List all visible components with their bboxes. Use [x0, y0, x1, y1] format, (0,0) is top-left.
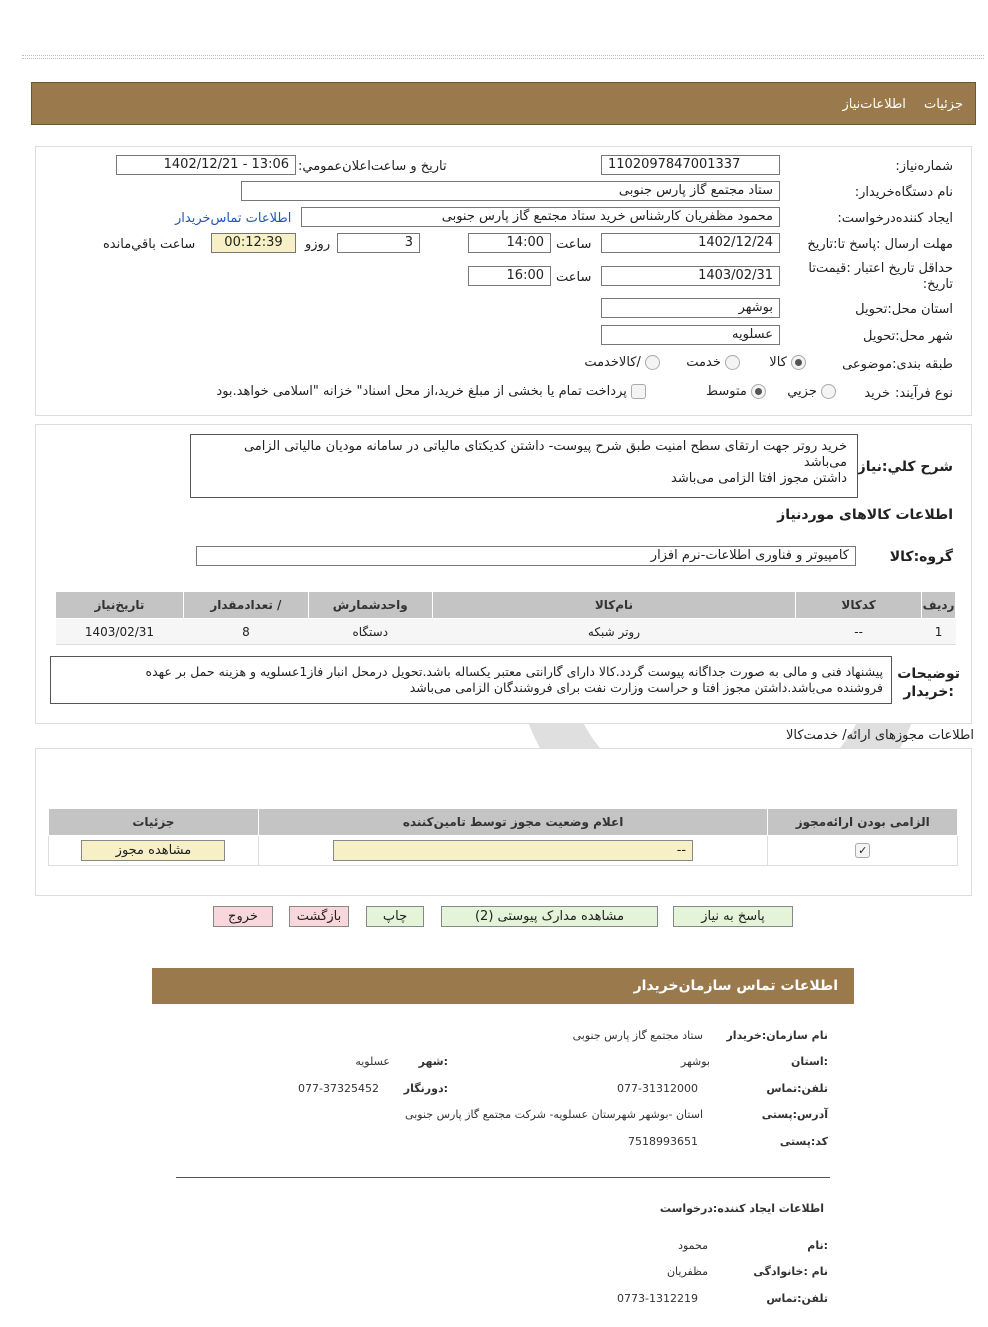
- permit-required-checkbox[interactable]: ✓: [855, 843, 870, 858]
- buyer-notes-label-1: توضيحات: [897, 666, 960, 682]
- category-service-option[interactable]: [686, 355, 740, 370]
- contact-address: استان -بوشهر شهرستان عسلویه- شرکت مجتمع گاز پارس جنوبی: [405, 1108, 703, 1121]
- contact-fax: 077-37325452: [298, 1082, 379, 1095]
- radio-partial-label: جزيي: [787, 384, 817, 399]
- contact-address-label: آدرس:پستی: [761, 1108, 828, 1121]
- permits-table: [48, 808, 958, 866]
- table-row: [56, 619, 956, 645]
- buyer-notes-box: [50, 656, 892, 704]
- contact-province-label: :استان: [791, 1055, 828, 1068]
- contact-city: عسلويه: [355, 1055, 390, 1068]
- process-buy: خريد: [864, 386, 890, 401]
- radio-partial[interactable]: [821, 384, 836, 399]
- buyer-org-field: ستاد مجتمع گاز پارس جنوبی: [241, 181, 780, 201]
- contact-fax-label: :دورنگار: [403, 1082, 448, 1095]
- table-row: [49, 836, 958, 866]
- top-divider: [22, 55, 984, 59]
- contact-header: اطلاعات تماس سازمان‌خريدار: [152, 968, 854, 1004]
- print-button[interactable]: چاپ: [366, 906, 424, 927]
- col-date: تاريخ‌نياز: [56, 592, 184, 619]
- contact-org-label: نام سازمان:خريدار: [726, 1029, 828, 1042]
- contact-phone: 077-31312000: [617, 1082, 698, 1095]
- deadline-label: مهلت ارسال :پاسخ تا:تاريخ: [807, 237, 953, 252]
- radio-goods-label: کالا: [769, 355, 787, 370]
- goods-group-field: کامپیوتر و فناوری اطلاعات-نرم افزار: [196, 546, 856, 566]
- validity-time-label: ساعت: [556, 270, 592, 285]
- permit-required-cell: [768, 836, 958, 866]
- buyer-notes-text-2: فروشنده می‌باشد.داشتن مجوز افتا و حراست وزارت نفت برای فروشندگان الزامی می‌باشد: [409, 680, 883, 695]
- col-qty: / تعدادمقدار: [183, 592, 308, 619]
- city-label: شهر محل:تحويل: [863, 329, 953, 344]
- description-box: [190, 434, 858, 498]
- buyer-notes-text-1: پیشنهاد فنی و مالی به صورت جداگانه پیوست گردد.کالا دارای گارانتی معتبر یکساله باشد.تحویل درمحل انبار فاز1عسلویه و هزینه حمل بر عهده: [145, 664, 883, 679]
- creator-name-label: :نام: [807, 1239, 828, 1252]
- goods-table: [55, 591, 956, 645]
- creator-section-title: اطلاعات ايجاد کننده:درخواست: [659, 1202, 824, 1215]
- category-goods-option[interactable]: [769, 355, 806, 370]
- process-medium-option[interactable]: [706, 384, 766, 399]
- radio-medium[interactable]: [751, 384, 766, 399]
- description-text-1: خرید روتر جهت ارتقای سطح امنیت طبق شرح پیوست- داشتن کدیکتای مالیاتی در سامانه مودیان مالیاتی الزامی می‌باشد: [243, 439, 847, 470]
- validity-date-field: 1403/02/31: [601, 266, 780, 286]
- buyer-notes-label-2: :خريدار: [903, 684, 954, 700]
- reply-button[interactable]: پاسخ به نياز: [673, 906, 793, 927]
- contact-org: ستاد مجتمع گاز پارس جنوبی: [572, 1029, 703, 1042]
- creator-family-label: نام :خانوادگی: [753, 1265, 828, 1278]
- cell-qty: 8: [183, 619, 308, 645]
- need-number-field: 1102097847001337: [601, 155, 780, 175]
- category-both-option[interactable]: [584, 355, 660, 370]
- contact-postal: 7518993651: [628, 1135, 698, 1148]
- buyer-contact-link[interactable]: اطلاعات تماس‌خريدار: [175, 211, 292, 226]
- process-label: نوع فرآيند:: [895, 386, 953, 401]
- description-label: شرح کلي:نياز: [857, 459, 953, 475]
- back-button[interactable]: بازگشت: [289, 906, 349, 927]
- col-unit: واحدشمارش: [308, 592, 432, 619]
- cell-date: 1403/02/31: [56, 619, 184, 645]
- permit-status-cell: [258, 836, 768, 866]
- days-label: روزو: [305, 237, 331, 252]
- creator-family: مظفریان: [666, 1265, 708, 1278]
- page-header: [31, 82, 976, 125]
- deadline-date-field: 1402/12/24: [601, 233, 780, 253]
- goods-title: اطلاعات کالاهای مورد‌نياز: [777, 507, 953, 523]
- view-permit-button[interactable]: مشاهده مجوز: [81, 840, 225, 861]
- creator-phone: 0773-1312219: [617, 1292, 698, 1305]
- process-partial-option[interactable]: [787, 384, 836, 399]
- col-code: کدکالا: [796, 592, 922, 619]
- cell-name: روتر شبکه: [432, 619, 795, 645]
- cell-row: 1: [922, 619, 956, 645]
- radio-medium-label: متوسط: [706, 384, 747, 399]
- attachments-button[interactable]: مشاهده مدارک پيوستی (2): [441, 906, 658, 927]
- deadline-time-label: ساعت: [556, 237, 592, 252]
- radio-both-label: /کالاخدمت: [584, 355, 641, 370]
- tab-need-info[interactable]: اطلاعات‌نياز: [842, 97, 906, 112]
- need-number-label: شماره‌نياز:: [895, 159, 953, 174]
- payment-note: پرداخت تمام يا بخشی از مبلغ خريد،از محل اسناد" خزانه "اسلامی خواهد.بود: [216, 384, 627, 399]
- validity-time-field: 16:00: [468, 266, 551, 286]
- cell-unit: دستگاه: [308, 619, 432, 645]
- creator-field: محمود مظفریان کارشناس خرید ستاد مجتمع گاز پارس جنوبی: [301, 207, 780, 227]
- province-label: استان محل:تحويل: [855, 302, 953, 317]
- buyer-notes-label: [897, 665, 960, 701]
- province-field: بوشهر: [601, 298, 780, 318]
- radio-service-label: خدمت: [686, 355, 721, 370]
- creator-label: ايجاد کننده‌درخواست:: [837, 211, 953, 226]
- announce-label: تاريخ و ساعت‌اعلان‌عمومي:: [298, 159, 447, 174]
- col-permit-required: الزامی بودن ارائه‌مجوز: [768, 809, 958, 836]
- col-permit-details: جزئيات: [49, 809, 259, 836]
- validity-label: حداقل تاريخ اعتبار :قيمت‌تا تاريخ:: [808, 261, 953, 292]
- description-text-2: داشتن مجوز افتا الزامی می‌باشد: [671, 471, 847, 486]
- days-field: 3: [337, 233, 420, 253]
- contact-postal-label: کد:پستی: [779, 1135, 828, 1148]
- creator-name: محمود: [678, 1239, 708, 1252]
- radio-service[interactable]: [725, 355, 740, 370]
- city-field: عسلويه: [601, 325, 780, 345]
- radio-both[interactable]: [645, 355, 660, 370]
- permit-status-field: --: [333, 840, 693, 861]
- deadline-time-field: 14:00: [468, 233, 551, 253]
- permits-title: اطلاعات مجوزهای ارائه/ خدمت‌کالا: [785, 728, 974, 743]
- exit-button[interactable]: خروج: [213, 906, 273, 927]
- goods-group-label: گروه:کالا: [889, 549, 953, 565]
- contact-city-label: :شهر: [418, 1055, 448, 1068]
- category-label: طبقه بندی:موضوعی: [842, 357, 953, 372]
- remaining-label: ساعت باقي‌مانده: [103, 237, 196, 252]
- contact-phone-label: تلفن:تماس: [766, 1082, 828, 1095]
- buyer-org-label: نام دستگاه‌خريدار:: [854, 185, 953, 200]
- creator-phone-label: تلفن:تماس: [766, 1292, 828, 1305]
- remaining-time-field: 00:12:39: [211, 233, 296, 253]
- col-row: رديف: [922, 592, 956, 619]
- payment-option[interactable]: [216, 384, 646, 399]
- announce-field: 1402/12/21 - 13:06: [116, 155, 296, 175]
- tab-details[interactable]: جزئيات: [924, 97, 963, 112]
- cell-code: --: [796, 619, 922, 645]
- contact-province: بوشهر: [680, 1055, 710, 1068]
- permit-details-cell: [49, 836, 259, 866]
- contact-divider: [176, 1177, 830, 1178]
- radio-goods[interactable]: [791, 355, 806, 370]
- col-name: نام‌کالا: [432, 592, 795, 619]
- col-permit-status: اعلام وضعيت مجوز توسط تامين‌کننده: [258, 809, 768, 836]
- payment-checkbox[interactable]: [631, 384, 646, 399]
